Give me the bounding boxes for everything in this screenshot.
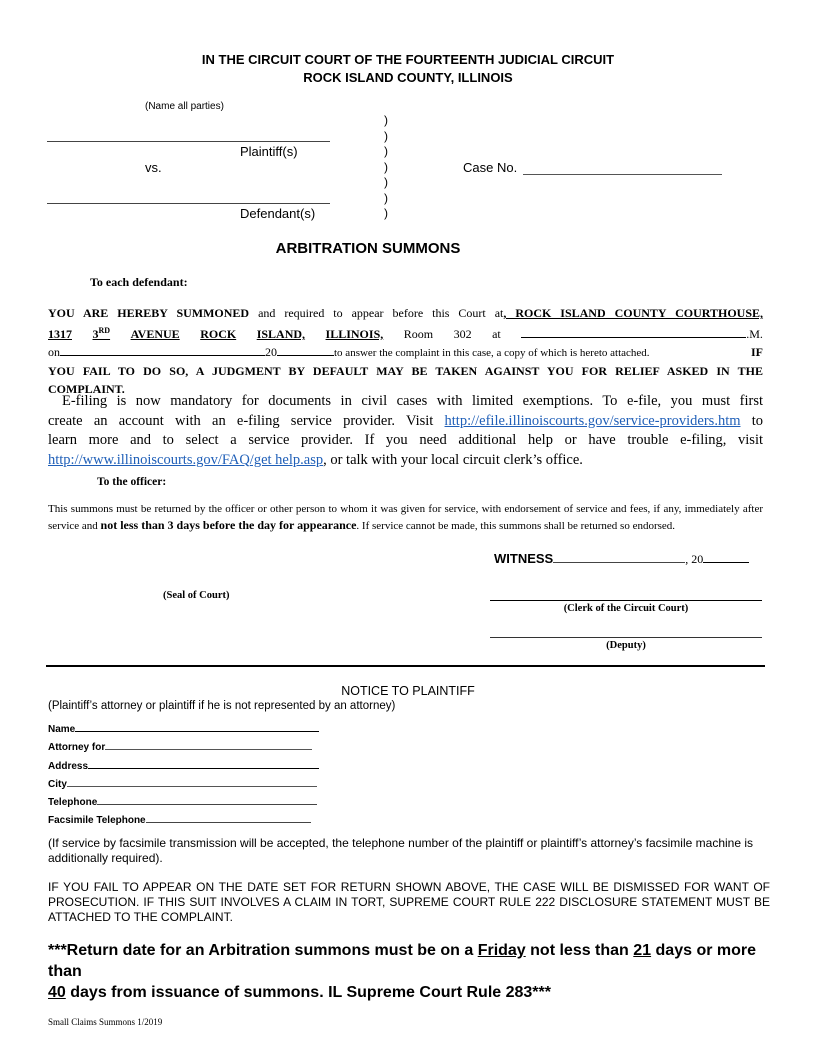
plaintiff-name-line[interactable]	[47, 141, 330, 142]
case-no-label: Case No.	[463, 160, 518, 175]
appearance-time-field[interactable]	[521, 326, 746, 338]
address-input[interactable]	[88, 759, 319, 769]
section-divider	[46, 665, 765, 667]
notice-subtitle: (Plaintiff’s attorney or plaintiff if he is not represented by an attorney)	[48, 700, 396, 712]
plaintiff-info-fields	[48, 721, 348, 831]
summons-line-2: 1317 3RD AVENUE ROCK ISLAND, ILLINOIS, Room 302 at .M.	[48, 326, 763, 341]
seal-of-court: (Seal of Court)	[163, 590, 230, 601]
officer-instructions: This summons must be returned by the officer or other person to whom it was given for service, with endorsement of service and fees, if any, immediately after service and not less than 3 days before the day for appearance. If service cannot be made, this summons shall be returned so endorsed.	[48, 503, 763, 532]
city-input[interactable]	[67, 777, 317, 787]
field-address: Address	[48, 758, 348, 776]
form-id-footer: Small Claims Summons 1/2019	[48, 1017, 163, 1027]
dismissal-warning: IF YOU FAIL TO APPEAR ON THE DATE SET FOR RETURN SHOWN ABOVE, THE CASE WILL BE DISMISSED FOR WANT OF PROSECUTION. IF THIS SUIT INVOLVES A CLAIM IN TORT, SUPREME COURT RULE 222 DISCLOSURE STATEMENT MUST BE ATTACHED TO THE COMPLAINT.	[48, 880, 770, 924]
caption-bracket: ) ) ) ) ) ) )	[384, 113, 388, 220]
notice-title: NOTICE TO PLAINTIFF	[341, 684, 475, 698]
witness-year-field[interactable]	[703, 550, 749, 563]
name-all-parties-note: (Name all parties)	[145, 101, 224, 112]
summons-paragraph: YOU ARE HEREBY SUMMONED and required to appear before this Court at, ROCK ISLAND COUNTY COURTHOUSE, 1317 3RD AVENUE ROCK ISLAND, ILLINOIS, Room 302 at .M. on 20 to answer the complaint in this case, a copy of which is hereto attached. IF YOU FAIL TO DO SO, A JUDGMENT BY DEFAULT MAY BE TAKEN AGAINST YOU FOR RELIEF ASKED IN THE COMPLAINT.	[48, 306, 764, 396]
summons-line-3: on 20 to answer the complaint in this case, a copy of which is hereto attached. IF	[48, 345, 763, 359]
return-date-note: ***Return date for an Arbitration summons must be on a Friday not less than 21 days or more than 40 days from issuance of summons. IL Supreme Court Rule 283***	[48, 942, 757, 1001]
field-city: City	[48, 776, 348, 794]
clerk-label: (Clerk of the Circuit Court)	[563, 603, 689, 614]
court-name-line: IN THE CIRCUIT COURT OF THE FOURTEENTH JUDICIAL CIRCUIT	[201, 52, 615, 67]
get-help-link[interactable]: http://www.illinoiscourts.gov/FAQ/get help.asp	[48, 451, 324, 468]
plaintiff-label: Plaintiff(s)	[240, 144, 298, 159]
default-warning: YOU FAIL TO DO SO, A JUDGMENT BY DEFAULT MAY BE TAKEN AGAINST YOU FOR RELIEF ASKED IN THE	[48, 364, 763, 378]
summons-line-1: YOU ARE HEREBY SUMMONED and required to appear before this Court at, ROCK ISLAND COUNTY COURTHOUSE,	[48, 306, 764, 320]
efiling-paragraph: E-filing is now mandatory for documents in civil cases with limited exemptions. To e-file, you must first create an account with an e-filing service provider. Visit http://efile.illinoiscourts.gov/service-providers.htm to learn more and to select a service provider. If you need additional help or have trouble e-filing, visit http://www.illinoiscourts.gov/FAQ/get help.asp, or talk with your local circuit clerk’s office.	[48, 393, 763, 468]
courthouse-name: , ROCK ISLAND COUNTY COURTHOUSE,	[503, 306, 764, 320]
defendant-name-line[interactable]	[47, 203, 330, 204]
case-no-field[interactable]	[523, 174, 722, 175]
facsimile-telephone-input[interactable]	[146, 813, 311, 823]
attorney-for-input[interactable]	[105, 740, 312, 750]
to-defendant-heading: To each defendant:	[90, 275, 188, 289]
room-number: 302	[453, 327, 472, 341]
defendant-label: Defendant(s)	[240, 206, 316, 221]
document-title: ARBITRATION SUMMONS	[275, 240, 461, 257]
deputy-label: (Deputy)	[606, 640, 646, 651]
court-header	[0, 51, 816, 87]
name-input[interactable]	[75, 722, 319, 732]
county-line: ROCK ISLAND COUNTY, ILLINOIS	[303, 70, 513, 85]
appearance-year-field[interactable]	[277, 344, 334, 356]
clerk-signature-line[interactable]	[490, 600, 762, 601]
to-officer-heading: To the officer:	[97, 476, 167, 488]
vs-label: vs.	[145, 160, 162, 175]
telephone-input[interactable]	[97, 795, 317, 805]
witness-row: WITNESS , 20	[494, 550, 749, 567]
fax-note: (If service by facsimile transmission will be accepted, the telephone number of the plaintiff or plaintiff’s attorney’s facsimile machine is additionally required).	[48, 836, 753, 865]
witness-label: WITNESS	[494, 551, 554, 566]
field-name: Name	[48, 721, 348, 739]
appearance-date-field[interactable]	[60, 344, 265, 356]
witness-date-field[interactable]	[553, 550, 685, 563]
field-facsimile-telephone: Facsimile Telephone	[48, 812, 348, 830]
field-attorney-for: Attorney for	[48, 739, 348, 757]
service-providers-link[interactable]: http://efile.illinoiscourts.gov/service-providers.htm	[444, 412, 741, 429]
field-telephone: Telephone	[48, 794, 348, 812]
deputy-signature-line[interactable]	[490, 637, 762, 638]
